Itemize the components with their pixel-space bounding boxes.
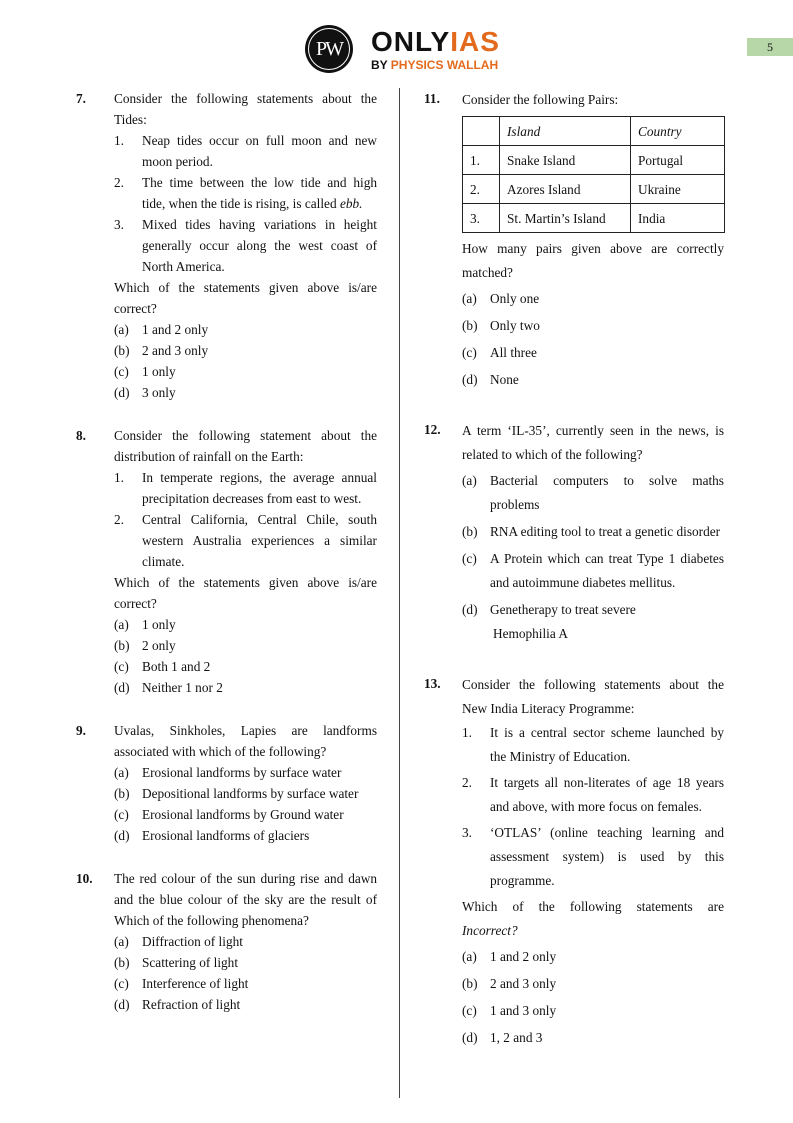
- table-cell: Ukraine: [631, 175, 725, 204]
- question-number: 12.: [424, 422, 441, 437]
- option-label: (a): [114, 322, 129, 337]
- option-label: (b): [462, 318, 478, 333]
- option-d: [462, 598, 724, 646]
- statement-text-italic: ebb.: [339, 196, 363, 211]
- statement-number: 2.: [114, 175, 124, 190]
- question-number: 13.: [424, 676, 441, 691]
- option-label: (d): [462, 372, 478, 387]
- option-label: (c): [462, 1003, 477, 1018]
- option-a: [114, 931, 377, 952]
- right-column: [424, 88, 724, 1053]
- question-12: [424, 419, 724, 646]
- option-c: [462, 999, 724, 1023]
- table-header-cell: Island: [500, 117, 631, 146]
- option-c: [462, 547, 724, 595]
- question-7: [76, 88, 377, 403]
- question-number: 10.: [76, 871, 93, 886]
- option-text: Erosional landforms of glaciers: [142, 828, 310, 843]
- table-header-cell: Country: [631, 117, 725, 146]
- option-label: (a): [462, 473, 477, 488]
- option-text: Bacterial computers to solve maths problems: [490, 473, 724, 512]
- statement-number: 2.: [114, 512, 124, 527]
- header-logo: [305, 24, 500, 74]
- option-c: [114, 973, 377, 994]
- question-text: Uvalas, Sinkholes, Lapies are landforms associated with which of the following?: [114, 723, 377, 759]
- table-cell: Portugal: [631, 146, 725, 175]
- spacer: [76, 698, 377, 720]
- statement-text: Neap tides occur on full moon and new moon period.: [142, 133, 377, 169]
- option-label: (c): [114, 807, 129, 822]
- option-label: (d): [114, 385, 130, 400]
- option-label: (a): [462, 291, 477, 306]
- question-number: 7.: [76, 91, 86, 106]
- option-a: [114, 614, 377, 635]
- option-c: [114, 656, 377, 677]
- brand-title-accent: IAS: [450, 25, 500, 57]
- option-text-continued: Hemophilia A: [493, 626, 568, 641]
- option-text: 1 and 2 only: [490, 949, 557, 964]
- question-text: Consider the following Pairs:: [462, 92, 619, 107]
- option-text: Both 1 and 2: [142, 659, 211, 674]
- option-a: [462, 945, 724, 969]
- statement-number: 1.: [114, 470, 124, 485]
- statement: [114, 467, 377, 509]
- statement: [462, 821, 724, 893]
- question-ask: Which of the statements given above is/are correct?: [114, 280, 377, 316]
- statement: [114, 214, 377, 277]
- statement: [114, 509, 377, 572]
- spacer: [424, 395, 724, 419]
- statement-text: Central California, Central Chile, south western Australia experiences a similar climate.: [142, 512, 377, 569]
- statement-number: 3.: [114, 217, 124, 232]
- statement: [114, 130, 377, 172]
- question-11: [424, 88, 724, 392]
- option-text: 2 and 3 only: [142, 343, 209, 358]
- option-text: 2 and 3 only: [490, 976, 557, 991]
- statement-text: The time between the low tide and high tide, when the tide is rising, is called: [142, 175, 377, 211]
- question-text: Consider the following statement about the distribution of rainfall on the Earth:: [114, 428, 377, 464]
- brand-name: [371, 25, 500, 72]
- statement-number: 3.: [462, 825, 472, 840]
- option-d: [114, 677, 377, 698]
- spacer: [424, 649, 724, 673]
- option-b: [462, 520, 724, 544]
- option-a: [462, 287, 724, 311]
- option-text: Refraction of light: [142, 997, 241, 1012]
- table-cell: 1.: [463, 146, 500, 175]
- question-number: 11.: [424, 91, 440, 106]
- option-d: [114, 994, 377, 1015]
- column-divider: [399, 88, 400, 1098]
- pw-logo-letters: PW: [308, 28, 350, 70]
- pairs-table: [462, 116, 725, 233]
- option-text: 1 and 2 only: [142, 322, 209, 337]
- option-d: [462, 1026, 724, 1050]
- statement-number: 1.: [462, 725, 472, 740]
- option-label: (c): [462, 345, 477, 360]
- option-text: 1 only: [142, 617, 176, 632]
- statement-number: 2.: [462, 775, 472, 790]
- option-label: (c): [114, 659, 129, 674]
- option-text: 1 and 3 only: [490, 1003, 557, 1018]
- option-label: (d): [462, 602, 478, 617]
- statement: [114, 172, 377, 214]
- option-label: (c): [462, 551, 477, 566]
- option-d: [114, 825, 377, 846]
- brand-title-main: ONLY: [371, 25, 451, 57]
- question-ask: Which of the statements given above is/are correct?: [114, 575, 377, 611]
- option-b: [114, 783, 377, 804]
- option-text: RNA editing tool to treat a genetic disorder: [490, 524, 721, 539]
- option-label: (b): [114, 786, 130, 801]
- table-row: [463, 175, 725, 204]
- table-row: [463, 146, 725, 175]
- table-cell: India: [631, 204, 725, 233]
- question-number: 9.: [76, 723, 86, 738]
- option-c: [114, 361, 377, 382]
- brand-subtitle-accent: PHYSICS WALLAH: [390, 57, 499, 72]
- spacer: [76, 846, 377, 868]
- option-text: Depositional landforms by surface water: [142, 786, 359, 801]
- statement: [462, 771, 724, 819]
- option-a: [114, 319, 377, 340]
- option-c: [114, 804, 377, 825]
- option-text: All three: [490, 345, 537, 360]
- option-c: [462, 341, 724, 365]
- brand-subtitle: [371, 59, 500, 71]
- table-header-row: [463, 117, 725, 146]
- statement-number: 1.: [114, 133, 124, 148]
- option-b: [462, 972, 724, 996]
- option-text: A Protein which can treat Type 1 diabetes and autoimmune diabetes mellitus.: [490, 551, 724, 590]
- table-cell: Azores Island: [500, 175, 631, 204]
- question-10: [76, 868, 377, 1015]
- option-a: [462, 469, 724, 517]
- option-text: 1 only: [142, 364, 176, 379]
- question-ask-text: Which of the following statements are: [462, 899, 724, 914]
- option-b: [114, 952, 377, 973]
- option-label: (a): [114, 765, 129, 780]
- option-label: (d): [114, 997, 130, 1012]
- option-text: 3 only: [142, 385, 176, 400]
- question-9: [76, 720, 377, 846]
- question-8: [76, 425, 377, 698]
- question-ask-italic: Incorrect?: [462, 923, 518, 938]
- option-label: (d): [114, 680, 130, 695]
- option-text: Scattering of light: [142, 955, 239, 970]
- option-a: [114, 762, 377, 783]
- option-d: [114, 382, 377, 403]
- statement: [462, 721, 724, 769]
- table-row: [463, 204, 725, 233]
- option-label: (d): [462, 1030, 478, 1045]
- option-label: (c): [114, 364, 129, 379]
- option-text: Interference of light: [142, 976, 249, 991]
- table-header-cell: [463, 117, 500, 146]
- option-label: (b): [114, 638, 130, 653]
- table-cell: 3.: [463, 204, 500, 233]
- spacer: [76, 403, 377, 425]
- question-ask: How many pairs given above are correctly matched?: [462, 241, 724, 280]
- option-label: (b): [114, 955, 130, 970]
- option-text: Neither 1 nor 2: [142, 680, 223, 695]
- question-number: 8.: [76, 428, 86, 443]
- brand-subtitle-main: BY: [371, 57, 391, 72]
- left-column: [76, 88, 377, 1015]
- question-text: A term ‘IL-35’, currently seen in the news, is related to which of the following?: [462, 423, 724, 462]
- option-label: (c): [114, 976, 129, 991]
- option-text: 1, 2 and 3: [490, 1030, 543, 1045]
- statement-text: It targets all non-literates of age 18 years and above, with more focus on females.: [490, 775, 724, 814]
- option-b: [114, 340, 377, 361]
- question-13: [424, 673, 724, 1050]
- option-text: Erosional landforms by surface water: [142, 765, 342, 780]
- option-label: (a): [462, 949, 477, 964]
- table-cell: St. Martin’s Island: [500, 204, 631, 233]
- option-label: (a): [114, 934, 129, 949]
- option-label: (b): [462, 976, 478, 991]
- question-text: Consider the following statements about the Tides:: [114, 91, 377, 127]
- statement-text: ‘OTLAS’ (online teaching learning and assessment system) is used by this programme.: [490, 825, 724, 888]
- option-d: [462, 368, 724, 392]
- question-text: The red colour of the sun during rise and dawn and the blue colour of the sky are the result of Which of the following phenomena?: [114, 871, 377, 928]
- question-text: Consider the following statements about the New India Literacy Programme:: [462, 677, 724, 716]
- brand-title: [371, 25, 500, 57]
- option-text: 2 only: [142, 638, 176, 653]
- statement-text: It is a central sector scheme launched by the Ministry of Education.: [490, 725, 724, 764]
- pw-logo-icon: [305, 25, 353, 73]
- option-text: Genetherapy to treat severe: [490, 602, 636, 617]
- option-label: (d): [114, 828, 130, 843]
- table-cell: 2.: [463, 175, 500, 204]
- option-b: [114, 635, 377, 656]
- option-label: (a): [114, 617, 129, 632]
- statement-text: Mixed tides having variations in height generally occur along the west coast of North America.: [142, 217, 377, 274]
- option-text: None: [490, 372, 519, 387]
- option-label: (b): [462, 524, 478, 539]
- question-ask: [462, 895, 724, 943]
- option-label: (b): [114, 343, 130, 358]
- option-text: Only two: [490, 318, 540, 333]
- statement-text: In temperate regions, the average annual precipitation decreases from east to west.: [142, 470, 377, 506]
- option-text: Erosional landforms by Ground water: [142, 807, 344, 822]
- option-text: Only one: [490, 291, 540, 306]
- table-cell: Snake Island: [500, 146, 631, 175]
- option-b: [462, 314, 724, 338]
- page-number-badge: 5: [747, 38, 793, 56]
- option-text: Diffraction of light: [142, 934, 243, 949]
